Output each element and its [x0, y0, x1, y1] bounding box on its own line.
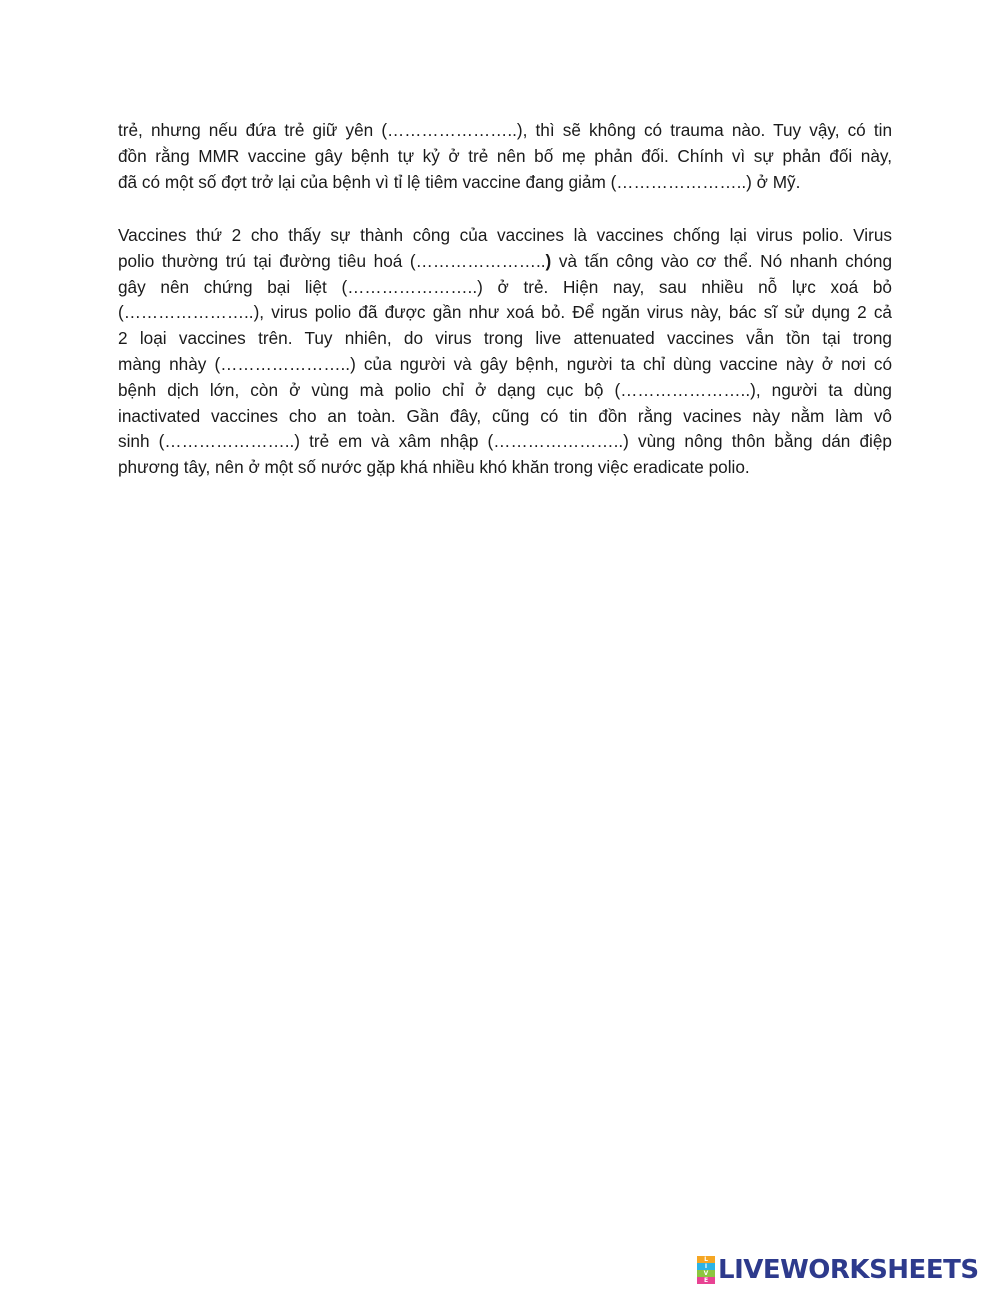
paragraph-line: inactivated vaccines cho an toàn. Gần đây, cũng có tin đồn rằng vacines này nằm làm vô [118, 405, 892, 426]
badge-letter: I [697, 1263, 715, 1270]
paragraph-line: màng nhày (…………………..) của người và gây bệnh, người ta chỉ dùng vaccine này ở nơi có [118, 353, 892, 374]
text-segment: polio thường trú tại đường tiêu hoá (………………….. [118, 250, 546, 271]
badge-letter: V [697, 1270, 715, 1277]
logo-wordmark: LIVEWORKSHEETS [718, 1255, 979, 1285]
paragraph-line-mixed [118, 249, 892, 275]
paragraph-line: 2 loại vaccines trên. Tuy nhiên, do virus trong live attenuated vaccines vẫn tồn tại trong [118, 328, 892, 349]
paragraph-mmr-vaccine [118, 118, 892, 195]
paragraph-line: sinh (…………………..) trẻ em và xâm nhập (…………………..) vùng nông thôn bằng dán điệp [118, 431, 892, 452]
paragraph-line: bệnh dịch lớn, còn ở vùng mà polio chỉ ở dạng cục bộ (…………………..), người ta dùng [118, 379, 892, 400]
paragraph-line: Vaccines thứ 2 cho thấy sự thành công của vaccines là vaccines chống lại virus polio. Virus [118, 225, 892, 245]
paragraph-line: phương tây, nên ở một số nước gặp khá nhiều khó khăn trong việc eradicate polio. [118, 457, 750, 478]
paragraph-line: (…………………..), virus polio đã được gần như xoá bỏ. Để ngăn virus này, bác sĩ sử dụng 2 cả [118, 302, 892, 323]
paragraph-line: gây nên chứng bại liệt (…………………..) ở trẻ. Hiện nay, sau nhiều nỗ lực xoá bỏ [118, 276, 892, 297]
paragraph-line: trẻ, nhưng nếu đứa trẻ giữ yên (…………………..), thì sẽ không có trauma nào. Tuy vậy, có tin [118, 120, 892, 140]
liveworksheets-logo [697, 1254, 979, 1286]
liveworksheets-badge-icon [697, 1256, 715, 1284]
badge-letter: E [697, 1277, 715, 1284]
paragraph-polio-vaccine [118, 223, 892, 481]
badge-letter: L [697, 1256, 715, 1263]
paragraph-line: đã có một số đợt trở lại của bệnh vì tỉ lệ tiêm vaccine đang giảm (…………………..) ở Mỹ. [118, 171, 801, 192]
bold-paren: ) [545, 250, 552, 271]
paragraph-line: đồn rằng MMR vaccine gây bệnh tự kỷ ở trẻ nên bố mẹ phản đối. Chính vì sự phản đối này, [118, 145, 892, 166]
text-segment: và tấn công vào cơ thể. Nó nhanh chóng [551, 250, 893, 271]
